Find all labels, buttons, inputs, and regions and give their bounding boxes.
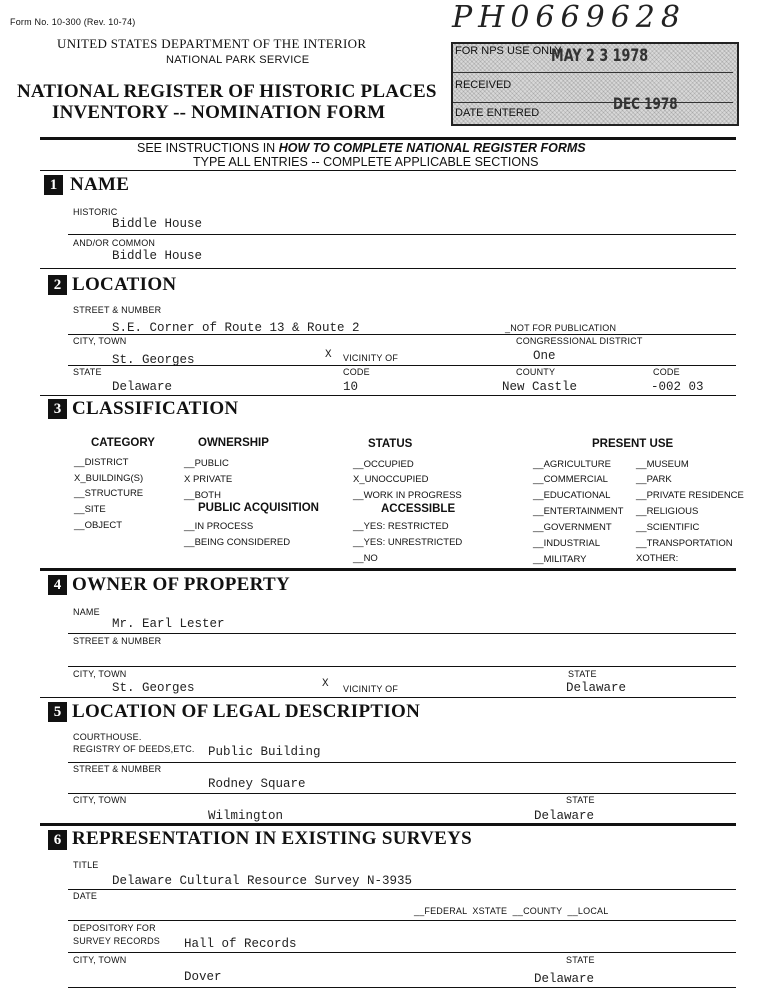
ownership-option: X PRIVATE: [184, 474, 233, 485]
section-4-title: OWNER OF PROPERTY: [72, 574, 291, 595]
received-label: RECEIVED: [455, 79, 512, 91]
nps-use-box: [451, 42, 739, 126]
category-option: __STRUCTURE: [74, 488, 144, 499]
accessible-option: __YES: RESTRICTED: [353, 521, 449, 532]
field-rule: [68, 365, 736, 366]
state-code-value: 10: [343, 380, 359, 394]
depo-state-value: Delaware: [534, 972, 595, 986]
depository-value: Hall of Records: [184, 937, 297, 951]
legal-state-label: STATE: [566, 795, 595, 805]
instructions-prefix: SEE INSTRUCTIONS IN: [137, 141, 279, 155]
instructions-rule: [40, 170, 736, 171]
entered-stamp: DEC 1978: [613, 94, 678, 113]
county-code-label: CODE: [653, 367, 680, 377]
legal-street-label: STREET & NUMBER: [73, 764, 162, 774]
congressional-value: One: [533, 349, 556, 363]
owner-city-label: CITY, TOWN: [73, 669, 127, 679]
status-option: __WORK IN PROGRESS: [353, 490, 462, 501]
status-option: X_UNOCCUPIED: [353, 474, 429, 485]
city-label: CITY, TOWN: [73, 336, 127, 346]
survey-level-options: __FEDERAL XSTATE __COUNTY __LOCAL: [414, 906, 609, 916]
category-option: __DISTRICT: [74, 457, 129, 468]
instructions-book-title: HOW TO COMPLETE NATIONAL REGISTER FORMS: [278, 141, 586, 155]
not-for-publication: _NOT FOR PUBLICATION: [505, 323, 617, 333]
legal-city-label: CITY, TOWN: [73, 795, 127, 805]
field-rule: [68, 920, 736, 921]
use-option: __GOVERNMENT: [533, 522, 612, 533]
use-option: __MILITARY: [533, 554, 587, 565]
depo-city-value: Dover: [184, 970, 222, 984]
depo-city-label: CITY, TOWN: [73, 955, 127, 965]
section-5-title: LOCATION OF LEGAL DESCRIPTION: [72, 701, 421, 722]
field-rule: [68, 334, 736, 335]
section-rule: [40, 395, 736, 396]
field-rule: [68, 889, 736, 890]
form-title-2: INVENTORY -- NOMINATION FORM: [52, 102, 386, 123]
accessible-option: __NO: [353, 553, 378, 564]
state-label: STATE: [73, 367, 102, 377]
state-value: Delaware: [112, 380, 173, 394]
status-heading: STATUS: [368, 438, 413, 450]
owner-name-value: Mr. Earl Lester: [112, 617, 225, 631]
acquisition-option: __BEING CONSIDERED: [184, 537, 291, 548]
common-name-value: Biddle House: [112, 249, 203, 263]
use-option: XOTHER:: [636, 553, 679, 564]
owner-city-value: St. Georges: [112, 681, 195, 695]
depository-label-1: DEPOSITORY FOR: [73, 923, 156, 933]
section-rule: [40, 568, 736, 571]
accessible-option: __YES: UNRESTRICTED: [353, 537, 463, 548]
section-1-number: 1: [44, 175, 63, 195]
use-option: __PARK: [636, 474, 672, 485]
vicinity-label: VICINITY OF: [343, 353, 399, 363]
field-rule: [68, 987, 736, 988]
acquisition-option: __IN PROCESS: [184, 521, 254, 532]
acquisition-heading: PUBLIC ACQUISITION: [198, 502, 319, 514]
legal-city-value: Wilmington: [208, 809, 284, 823]
owner-state-label: STATE: [568, 669, 597, 679]
survey-date-label: DATE: [73, 891, 98, 901]
field-rule: [68, 762, 736, 763]
owner-vicinity-mark: X: [322, 678, 329, 690]
city-value: St. Georges: [112, 353, 195, 367]
ownership-option: __BOTH: [184, 490, 221, 501]
present-use-heading: PRESENT USE: [592, 438, 674, 450]
nps-use-label: FOR NPS USE ONLY: [455, 45, 562, 57]
section-rule: [40, 268, 736, 269]
legal-street-value: Rodney Square: [208, 777, 306, 791]
common-label: AND/OR COMMON: [73, 238, 156, 248]
use-option: __AGRICULTURE: [533, 459, 611, 470]
owner-street-label: STREET & NUMBER: [73, 636, 162, 646]
section-2-number: 2: [48, 275, 67, 295]
use-option: __SCIENTIFIC: [636, 522, 700, 533]
use-option: __MUSEUM: [636, 459, 689, 470]
section-3-title: CLASSIFICATION: [72, 398, 239, 419]
category-heading: CATEGORY: [91, 437, 155, 449]
courthouse-label: COURTHOUSE.: [73, 732, 142, 742]
section-6-number: 6: [48, 830, 67, 850]
section-6-title: REPRESENTATION IN EXISTING SURVEYS: [72, 828, 473, 849]
county-code-value: -002 03: [651, 380, 704, 394]
section-rule: [40, 697, 736, 698]
street-label: STREET & NUMBER: [73, 305, 162, 315]
ownership-option: __PUBLIC: [184, 458, 229, 469]
survey-title-value: Delaware Cultural Resource Survey N-3935: [112, 874, 413, 888]
registry-value: Public Building: [208, 745, 321, 759]
field-rule: [68, 793, 736, 794]
owner-vicinity-label: VICINITY OF: [343, 684, 399, 694]
instructions-line-2: TYPE ALL ENTRIES -- COMPLETE APPLICABLE SECTIONS: [193, 155, 539, 169]
form-title-1: NATIONAL REGISTER OF HISTORIC PLACES: [17, 81, 437, 102]
depository-label-2: SURVEY RECORDS: [73, 936, 160, 946]
category-option: __SITE: [74, 504, 106, 515]
instructions-line-1: [137, 141, 586, 155]
legal-state-value: Delaware: [534, 809, 595, 823]
date-entered-label: DATE ENTERED: [455, 107, 540, 119]
county-value: New Castle: [502, 380, 578, 394]
section-rule: [40, 823, 736, 826]
county-label: COUNTY: [516, 367, 556, 377]
registry-label: REGISTRY OF DEEDS,ETC.: [73, 744, 195, 754]
depo-state-label: STATE: [566, 955, 595, 965]
field-rule: [68, 633, 736, 634]
field-rule: [68, 666, 736, 667]
survey-title-label: TITLE: [73, 860, 99, 870]
congressional-label: CONGRESSIONAL DISTRICT: [516, 336, 643, 346]
owner-name-label: NAME: [73, 607, 100, 617]
use-option: __INDUSTRIAL: [533, 538, 601, 549]
historic-name-value: Biddle House: [112, 217, 203, 231]
section-2-title: LOCATION: [72, 274, 177, 295]
received-stamp: MAY 2 3 1978: [551, 46, 649, 66]
use-option: __COMMERCIAL: [533, 474, 608, 485]
use-option: __TRANSPORTATION: [636, 538, 733, 549]
handwritten-reference-number: PH0669628: [452, 0, 686, 35]
accessible-heading: ACCESSIBLE: [381, 503, 456, 515]
status-option: __OCCUPIED: [353, 459, 414, 470]
form-number: Form No. 10-300 (Rev. 10-74): [10, 17, 136, 27]
use-option: __EDUCATIONAL: [533, 490, 611, 501]
use-option: __PRIVATE RESIDENCE: [636, 490, 744, 501]
category-option: __OBJECT: [74, 520, 123, 531]
use-option: __RELIGIOUS: [636, 506, 699, 517]
department-name: UNITED STATES DEPARTMENT OF THE INTERIOR: [57, 36, 367, 51]
section-1-title: NAME: [70, 174, 130, 195]
ownership-heading: OWNERSHIP: [198, 437, 269, 449]
vicinity-mark: X: [325, 349, 332, 361]
field-rule: [68, 952, 736, 953]
field-rule: [68, 234, 736, 235]
section-3-number: 3: [48, 399, 67, 419]
code-label: CODE: [343, 367, 370, 377]
nps-divider: [453, 102, 733, 103]
historic-label: HISTORIC: [73, 207, 118, 217]
nps-divider: [453, 72, 733, 73]
owner-state-value: Delaware: [566, 681, 627, 695]
category-option: X_BUILDING(S): [74, 473, 144, 484]
use-option: __ENTERTAINMENT: [533, 506, 624, 517]
section-4-number: 4: [48, 575, 67, 595]
section-5-number: 5: [48, 702, 67, 722]
header-rule: [40, 137, 736, 140]
service-name: NATIONAL PARK SERVICE: [166, 54, 310, 66]
street-value: S.E. Corner of Route 13 & Route 2: [112, 321, 360, 335]
